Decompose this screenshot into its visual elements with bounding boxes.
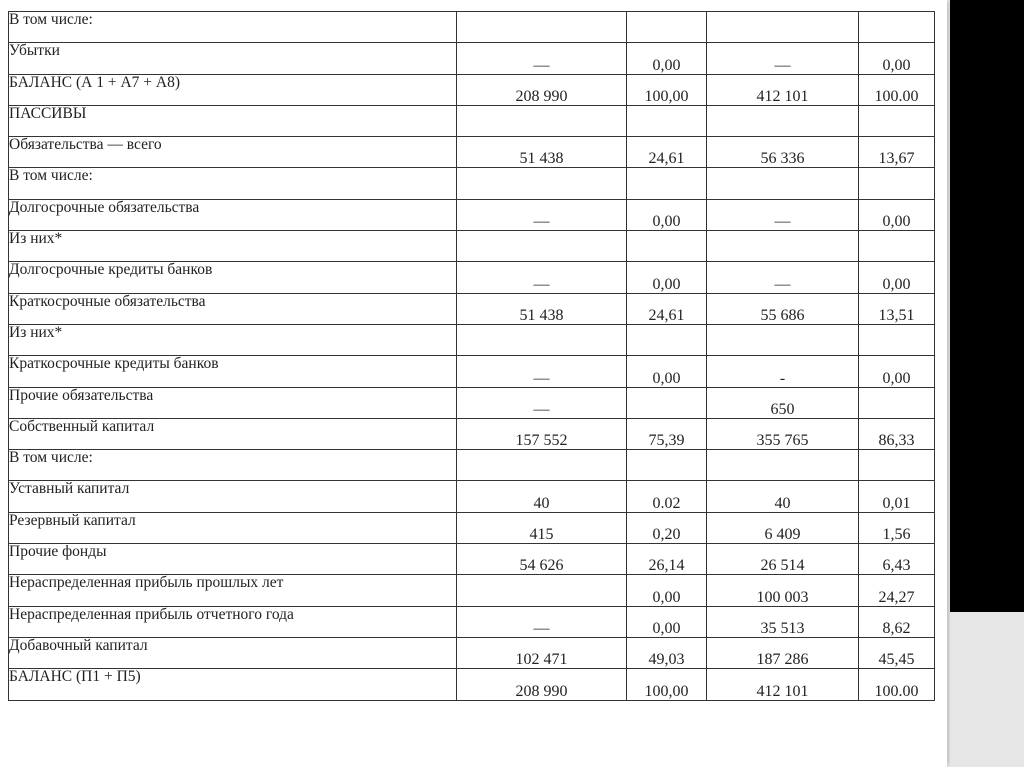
value-col-2: 0,00 xyxy=(627,575,707,606)
value-col-3 xyxy=(707,105,859,136)
balance-table-body xyxy=(9,12,935,701)
row-label: Краткосрочные кредиты банков xyxy=(9,356,457,387)
table-row xyxy=(9,43,935,74)
row-label: Прочие обязательства xyxy=(9,387,457,418)
row-label: Краткосрочные обязательства xyxy=(9,293,457,324)
value-col-2: 0,00 xyxy=(627,262,707,293)
value-col-4 xyxy=(859,231,935,262)
value-col-3: 55 686 xyxy=(707,293,859,324)
value-col-3: 412 101 xyxy=(707,669,859,700)
row-label: В том числе: xyxy=(9,450,457,481)
value-col-3: 6 409 xyxy=(707,512,859,543)
value-col-4: 0,01 xyxy=(859,481,935,512)
value-col-4: 0,00 xyxy=(859,199,935,230)
value-col-4: 13,51 xyxy=(859,293,935,324)
value-col-1: — xyxy=(457,387,627,418)
value-col-4 xyxy=(859,387,935,418)
balance-table xyxy=(8,11,935,701)
table-row xyxy=(9,74,935,105)
value-col-1: — xyxy=(457,262,627,293)
value-col-2: 75,39 xyxy=(627,418,707,449)
table-row xyxy=(9,669,935,700)
value-col-2: 100,00 xyxy=(627,74,707,105)
value-col-3: 40 xyxy=(707,481,859,512)
value-col-3: 187 286 xyxy=(707,637,859,668)
value-col-4 xyxy=(859,12,935,43)
table-row xyxy=(9,137,935,168)
value-col-2: 26,14 xyxy=(627,544,707,575)
value-col-4: 8,62 xyxy=(859,606,935,637)
value-col-4: 45,45 xyxy=(859,637,935,668)
value-col-3: — xyxy=(707,43,859,74)
table-row xyxy=(9,387,935,418)
row-label: БАЛАНС (А 1 + А7 + А8) xyxy=(9,74,457,105)
value-col-2 xyxy=(627,450,707,481)
value-col-4: 6,43 xyxy=(859,544,935,575)
value-col-1 xyxy=(457,105,627,136)
value-col-1 xyxy=(457,450,627,481)
table-row xyxy=(9,231,935,262)
value-col-2: 100,00 xyxy=(627,669,707,700)
row-label: Нераспределенная прибыль отчетного года xyxy=(9,606,457,637)
row-label: Из них* xyxy=(9,324,457,355)
value-col-3 xyxy=(707,324,859,355)
value-col-1: — xyxy=(457,356,627,387)
value-col-1: 157 552 xyxy=(457,418,627,449)
value-col-3 xyxy=(707,450,859,481)
table-row xyxy=(9,544,935,575)
row-label: Прочие фонды xyxy=(9,544,457,575)
table-row xyxy=(9,512,935,543)
table-row xyxy=(9,356,935,387)
row-label: Убытки xyxy=(9,43,457,74)
value-col-3: 412 101 xyxy=(707,74,859,105)
value-col-4: 100.00 xyxy=(859,669,935,700)
row-label: БАЛАНС (П1 + П5) xyxy=(9,669,457,700)
value-col-3: 56 336 xyxy=(707,137,859,168)
table-row xyxy=(9,105,935,136)
row-label: Добавочный капитал xyxy=(9,637,457,668)
value-col-3 xyxy=(707,168,859,199)
row-label: Долгосрочные обязательства xyxy=(9,199,457,230)
table-row xyxy=(9,575,935,606)
row-label: Из них* xyxy=(9,231,457,262)
table-row xyxy=(9,637,935,668)
row-label: В том числе: xyxy=(9,12,457,43)
row-label: ПАССИВЫ xyxy=(9,105,457,136)
row-label: В том числе: xyxy=(9,168,457,199)
table-row xyxy=(9,168,935,199)
value-col-1 xyxy=(457,575,627,606)
value-col-1: 51 438 xyxy=(457,137,627,168)
value-col-4 xyxy=(859,450,935,481)
value-col-2 xyxy=(627,231,707,262)
value-col-4: 86,33 xyxy=(859,418,935,449)
value-col-3: - xyxy=(707,356,859,387)
value-col-2 xyxy=(627,387,707,418)
value-col-2: 0.02 xyxy=(627,481,707,512)
value-col-1: — xyxy=(457,606,627,637)
row-label: Нераспределенная прибыль прошлых лет xyxy=(9,575,457,606)
value-col-3 xyxy=(707,12,859,43)
value-col-1: 51 438 xyxy=(457,293,627,324)
value-col-2: 0,00 xyxy=(627,199,707,230)
value-col-1: — xyxy=(457,43,627,74)
value-col-1: 208 990 xyxy=(457,669,627,700)
value-col-2: 0,00 xyxy=(627,356,707,387)
value-col-1: 54 626 xyxy=(457,544,627,575)
table-row xyxy=(9,293,935,324)
value-col-2: 24,61 xyxy=(627,137,707,168)
table-row xyxy=(9,606,935,637)
value-col-4: 1,56 xyxy=(859,512,935,543)
table-row xyxy=(9,324,935,355)
value-col-3: — xyxy=(707,262,859,293)
table-row xyxy=(9,450,935,481)
value-col-4 xyxy=(859,168,935,199)
row-label: Уставный капитал xyxy=(9,481,457,512)
value-col-4: 13,67 xyxy=(859,137,935,168)
table-row xyxy=(9,262,935,293)
value-col-2: 0,00 xyxy=(627,43,707,74)
side-panel-dark xyxy=(950,0,1024,612)
value-col-2 xyxy=(627,105,707,136)
table-row xyxy=(9,481,935,512)
row-label: Резервный капитал xyxy=(9,512,457,543)
value-col-4: 0,00 xyxy=(859,262,935,293)
value-col-3: 100 003 xyxy=(707,575,859,606)
table-row xyxy=(9,418,935,449)
value-col-3: 35 513 xyxy=(707,606,859,637)
table-row xyxy=(9,12,935,43)
value-col-1 xyxy=(457,168,627,199)
value-col-1: — xyxy=(457,199,627,230)
value-col-1: 415 xyxy=(457,512,627,543)
value-col-3: 650 xyxy=(707,387,859,418)
row-label: Обязательства — всего xyxy=(9,137,457,168)
value-col-3: 26 514 xyxy=(707,544,859,575)
value-col-2: 49,03 xyxy=(627,637,707,668)
value-col-2: 0,00 xyxy=(627,606,707,637)
row-label: Собственный капитал xyxy=(9,418,457,449)
value-col-1 xyxy=(457,231,627,262)
value-col-4: 100.00 xyxy=(859,74,935,105)
value-col-4 xyxy=(859,324,935,355)
value-col-2: 0,20 xyxy=(627,512,707,543)
value-col-2 xyxy=(627,324,707,355)
value-col-4 xyxy=(859,105,935,136)
value-col-2 xyxy=(627,168,707,199)
row-label: Долгосрочные кредиты банков xyxy=(9,262,457,293)
table-row xyxy=(9,199,935,230)
value-col-4: 0,00 xyxy=(859,356,935,387)
value-col-1 xyxy=(457,324,627,355)
value-col-3: 355 765 xyxy=(707,418,859,449)
value-col-4: 24,27 xyxy=(859,575,935,606)
value-col-3: — xyxy=(707,199,859,230)
value-col-1: 40 xyxy=(457,481,627,512)
value-col-1: 102 471 xyxy=(457,637,627,668)
value-col-2: 24,61 xyxy=(627,293,707,324)
value-col-1 xyxy=(457,12,627,43)
value-col-3 xyxy=(707,231,859,262)
value-col-2 xyxy=(627,12,707,43)
value-col-1: 208 990 xyxy=(457,74,627,105)
side-panel-light xyxy=(950,612,1024,767)
value-col-4: 0,00 xyxy=(859,43,935,74)
